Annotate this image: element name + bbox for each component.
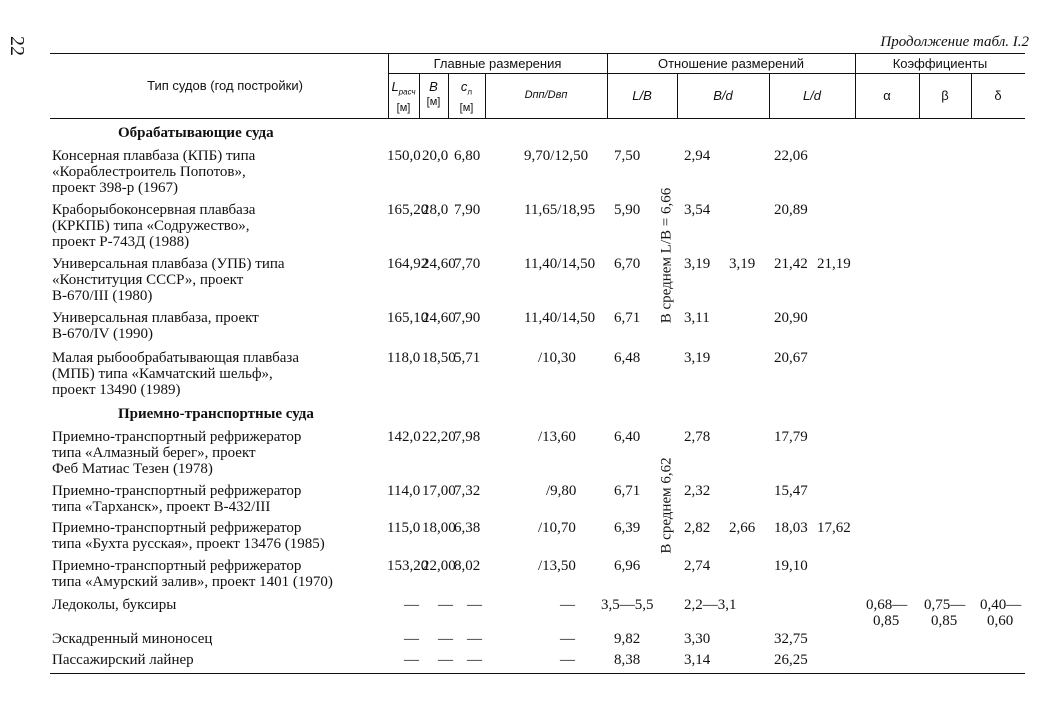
cell-b: 18,00 — [422, 520, 456, 536]
cell-d: /10,30 — [538, 350, 576, 366]
header-ratios: Отношение размерений — [657, 56, 805, 71]
cell-d: 11,40/14,50 — [524, 256, 596, 272]
row-vessel-name — [52, 350, 299, 398]
cell-l: 142,0 — [387, 429, 421, 445]
row-vessel-name-line: Консерная плавбаза (КПБ) типа — [52, 148, 256, 164]
row-vessel-name-line: типа «Тарханск», проект В-432/III — [52, 499, 271, 515]
cell-bd: 3,11 — [684, 310, 710, 326]
cell-ld2: 21,19 — [817, 256, 851, 272]
cell-ld: 21,42 — [774, 256, 808, 272]
cell-bd: 2,82 — [684, 520, 711, 536]
row-vessel-name-line: В-670/IV (1990) — [52, 326, 153, 342]
row-vessel-name — [52, 202, 255, 250]
cell-bd: 3,30 — [684, 631, 711, 647]
cell-bd2: 2,66 — [729, 520, 756, 536]
cell-d: 9,70/12,50 — [524, 148, 589, 164]
header-c: $c_л$ [м] — [459, 79, 474, 114]
cell-lb: 5,90 — [614, 202, 641, 218]
cell-d: — — [560, 631, 575, 647]
row-vessel-name — [52, 631, 212, 647]
row-vessel-name — [52, 310, 259, 342]
cell-ld: 19,10 — [774, 558, 808, 574]
row-vessel-name — [52, 256, 285, 304]
cell-d: — — [560, 597, 575, 613]
cell-d: /13,50 — [538, 558, 576, 574]
cell-c: 8,02 — [454, 558, 481, 574]
row-vessel-name-line: Приемно-транспортный рефрижератор — [52, 558, 302, 574]
row-vessel-name — [52, 148, 255, 196]
cell-lb: 6,39 — [614, 520, 641, 536]
header-b: B [м] — [426, 79, 441, 108]
row-vessel-name-line: (КРКПБ) типа «Содружество», — [52, 218, 250, 234]
cell-b: 22,00 — [422, 558, 456, 574]
cell-c: — — [467, 652, 482, 668]
cell-b: 28,0 — [422, 202, 449, 218]
cell-bd: 2,78 — [684, 429, 711, 445]
cell-l: 115,0 — [387, 520, 421, 536]
cell-bd: 2,94 — [684, 148, 711, 164]
header-d-ratio: Dпп/Dвп — [524, 89, 568, 101]
cell-c: 7,70 — [454, 256, 481, 272]
cell-beta-line: 0,75— — [924, 597, 966, 613]
header-alpha: α — [883, 88, 891, 103]
cell-alpha-line: 0,68— — [866, 597, 908, 613]
header-l-calc: $L_{расч}$ [м] — [391, 79, 416, 114]
cell-lb: 6,71 — [614, 310, 641, 326]
cell-b: — — [438, 597, 453, 613]
row-vessel-name-line: Эскадренный миноносец — [52, 631, 213, 647]
cell-ld: 26,25 — [774, 652, 808, 668]
cell-l: 164,92 — [387, 256, 429, 272]
cell-lb: 6,96 — [614, 558, 641, 574]
cell-d: /13,60 — [538, 429, 576, 445]
cell-l: 165,20 — [387, 202, 429, 218]
cell-b: — — [438, 631, 453, 647]
cell-c: 6,38 — [454, 520, 481, 536]
cell-c: 7,90 — [454, 202, 481, 218]
row-vessel-name — [52, 483, 301, 515]
cell-ld2: 17,62 — [817, 520, 851, 536]
header-vessel-type: Тип судов (год постройки) — [147, 78, 303, 93]
header-bd: B/d — [713, 88, 733, 103]
average-note-transport: В среднем 6,62 — [658, 457, 675, 554]
cell-delta — [980, 597, 1021, 629]
cell-ld: 20,67 — [774, 350, 808, 366]
header-group-rule — [388, 73, 1025, 74]
cell-c: — — [467, 597, 482, 613]
cell-ld: 22,06 — [774, 148, 808, 164]
row-vessel-name-line: Малая рыбообрабатывающая плавбаза — [52, 350, 299, 366]
cell-bd2: 3,19 — [729, 256, 756, 272]
cell-bd: 2,74 — [684, 558, 711, 574]
cell-l: 165,10 — [387, 310, 429, 326]
cell-lb: 8,38 — [614, 652, 641, 668]
cell-ld: 15,47 — [774, 483, 808, 499]
cell-lb: 3,5—5,5 — [601, 597, 654, 613]
cell-l: 118,0 — [387, 350, 421, 366]
cell-beta — [924, 597, 965, 629]
row-vessel-name-line: «Конституция СССР», проект — [52, 272, 244, 288]
cell-beta-line: 0,85 — [931, 613, 958, 629]
cell-lb: 6,71 — [614, 483, 641, 499]
cell-l: — — [404, 631, 419, 647]
header-lb: L/B — [632, 88, 652, 103]
average-note-processing: В среднем L/B = 6,66 — [658, 187, 675, 324]
header-ld: L/d — [802, 88, 822, 103]
row-vessel-name-line: Приемно-транспортный рефрижератор — [52, 429, 302, 445]
cell-b: 22,20 — [422, 429, 456, 445]
section-transport: Приемно-транспортные суда — [118, 406, 314, 422]
cell-c: 7,98 — [454, 429, 481, 445]
cell-d: — — [560, 652, 575, 668]
cell-l: — — [404, 597, 419, 613]
cell-bd: 3,14 — [684, 652, 711, 668]
cell-bd: 2,2—3,1 — [684, 597, 737, 613]
row-vessel-name-line: Универсальная плавбаза (УПБ) типа — [52, 256, 285, 272]
row-vessel-name-line: Феб Матиас Тезен (1978) — [52, 461, 213, 477]
table-bottom-rule — [50, 673, 1025, 674]
cell-b: 24,60 — [422, 256, 456, 272]
cell-l: 150,0 — [387, 148, 421, 164]
cell-bd: 3,54 — [684, 202, 711, 218]
cell-d: /9,80 — [546, 483, 577, 499]
table-continuation-caption: Продолжение табл. I.2 — [880, 34, 1029, 50]
cell-d: 11,40/14,50 — [524, 310, 596, 326]
cell-ld: 17,79 — [774, 429, 808, 445]
cell-b: 17,00 — [422, 483, 456, 499]
cell-bd: 3,19 — [684, 256, 711, 272]
row-vessel-name — [52, 597, 176, 613]
cell-d: /10,70 — [538, 520, 576, 536]
cell-b: 20,0 — [422, 148, 449, 164]
cell-delta-line: 0,40— — [980, 597, 1022, 613]
cell-l: 153,20 — [387, 558, 429, 574]
header-bottom-rule — [50, 118, 1025, 119]
cell-ld: 32,75 — [774, 631, 808, 647]
table-top-rule — [50, 53, 1025, 54]
header-coefficients: Коэффициенты — [892, 56, 988, 71]
row-vessel-name-line: Краборыбоконсервная плавбаза — [52, 202, 256, 218]
cell-lb: 9,82 — [614, 631, 641, 647]
cell-b: 18,50 — [422, 350, 456, 366]
cell-b: 24,60 — [422, 310, 456, 326]
cell-ld: 20,89 — [774, 202, 808, 218]
cell-c: 7,90 — [454, 310, 481, 326]
cell-l: — — [404, 652, 419, 668]
row-vessel-name — [52, 558, 333, 590]
row-vessel-name-line: типа «Амурский залив», проект 1401 (1970) — [52, 574, 333, 590]
section-processing: Обрабатывающие суда — [118, 125, 274, 141]
cell-delta-line: 0,60 — [987, 613, 1014, 629]
page-number: 22 — [6, 36, 28, 56]
row-vessel-name-line: Приемно-транспортный рефрижератор — [52, 520, 302, 536]
cell-lb: 6,70 — [614, 256, 641, 272]
row-vessel-name — [52, 520, 325, 552]
row-vessel-name-line: типа «Бухта русская», проект 13476 (1985) — [52, 536, 325, 552]
row-vessel-name — [52, 429, 301, 477]
row-vessel-name-line: проект Р-743Д (1988) — [52, 234, 190, 250]
row-vessel-name-line: В-670/III (1980) — [52, 288, 153, 304]
cell-bd: 3,19 — [684, 350, 711, 366]
header-main-dimensions: Главные размерения — [433, 56, 562, 71]
row-vessel-name-line: проект 398-р (1967) — [52, 180, 178, 196]
cell-l: 114,0 — [387, 483, 421, 499]
cell-ld: 18,03 — [774, 520, 808, 536]
row-vessel-name-line: проект 13490 (1989) — [52, 382, 181, 398]
row-vessel-name-line: Универсальная плавбаза, проект — [52, 310, 259, 326]
row-vessel-name-line: «Кораблестроитель Попотов», — [52, 164, 246, 180]
row-vessel-name-line: (МПБ) типа «Камчатский шельф», — [52, 366, 273, 382]
cell-b: — — [438, 652, 453, 668]
cell-alpha-line: 0,85 — [873, 613, 900, 629]
cell-c: 5,71 — [454, 350, 481, 366]
cell-lb: 6,40 — [614, 429, 641, 445]
header-beta: β — [941, 88, 949, 103]
cell-c: — — [467, 631, 482, 647]
row-vessel-name-line: Пассажирский лайнер — [52, 652, 194, 668]
cell-lb: 6,48 — [614, 350, 641, 366]
cell-d: 11,65/18,95 — [524, 202, 596, 218]
cell-ld: 20,90 — [774, 310, 808, 326]
cell-lb: 7,50 — [614, 148, 641, 164]
row-vessel-name-line: Ледоколы, буксиры — [52, 597, 177, 613]
row-vessel-name — [52, 652, 194, 668]
cell-c: 6,80 — [454, 148, 481, 164]
cell-bd: 2,32 — [684, 483, 711, 499]
header-delta: δ — [994, 88, 1002, 103]
row-vessel-name-line: типа «Алмазный берег», проект — [52, 445, 256, 461]
cell-c: 7,32 — [454, 483, 481, 499]
cell-alpha — [866, 597, 907, 629]
row-vessel-name-line: Приемно-транспортный рефрижератор — [52, 483, 302, 499]
